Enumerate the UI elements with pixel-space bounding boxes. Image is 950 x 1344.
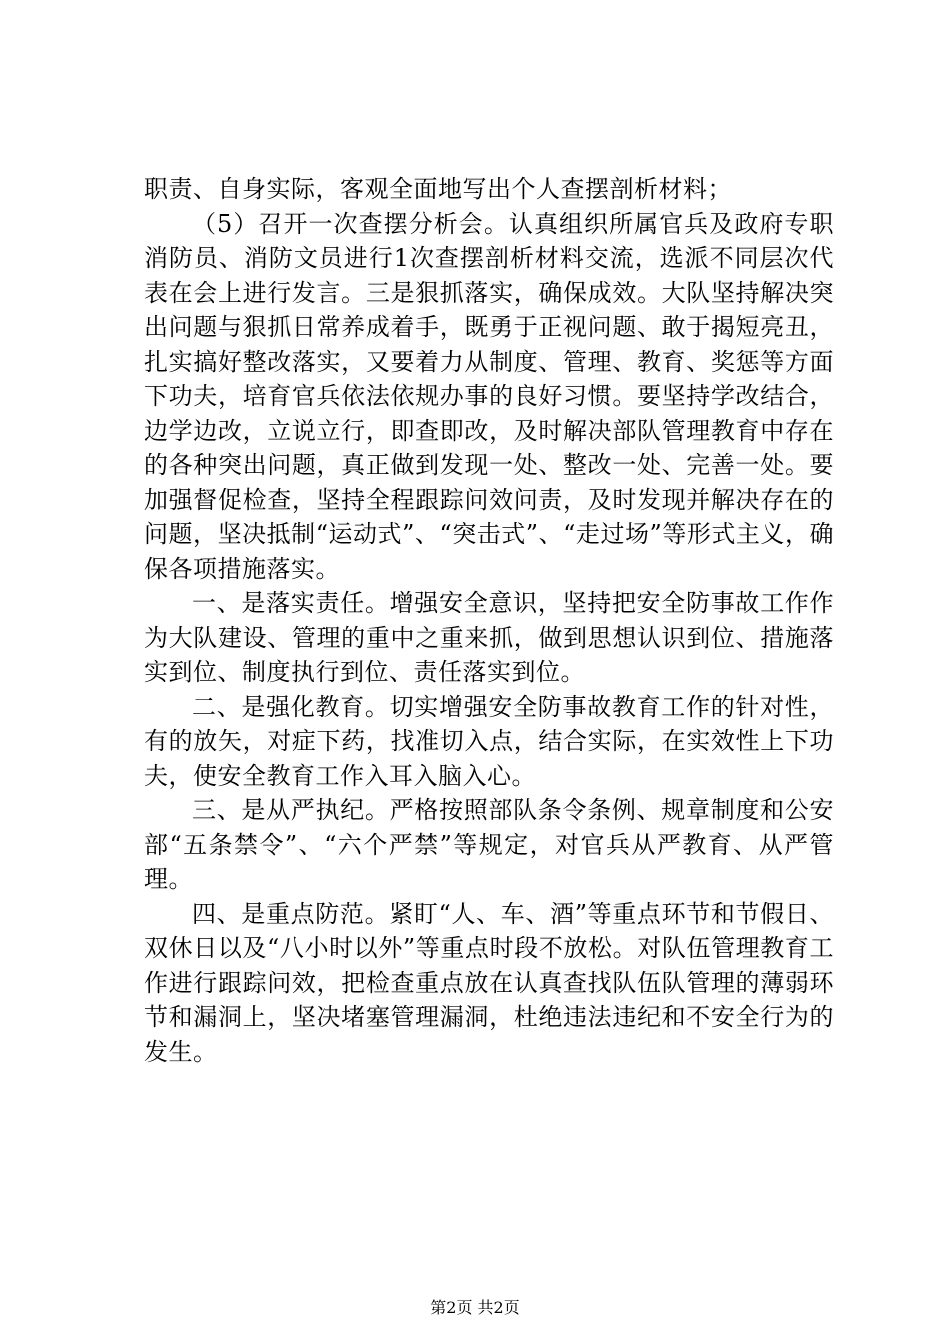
paragraph-meeting: （5）召开一次查摆分析会。认真组织所属官兵及政府专职消防员、消防文员进行1次查摆剖析材料交流，选派不同层次代表在会上进行发言。三是狠抓落实，确保成效。大队坚持解决突出问题与狠抓日常养成着手，既勇于正视问题、敢于揭短亮丑，扎实搞好整改落实，又要着力从制度、管理、教育、奖惩等方面下功夫，培育官兵依法依规办事的良好习惯。要坚持学改结合，边学边改，立说立行，即查即改，及时解决部队管理教育中存在的各种突出问题，真正做到发现一处、整改一处、完善一处。要加强督促检查，坚持全程跟踪问效问责，及时发现并解决存在的问题，坚决抵制“运动式”、“突击式”、“走过场”等形式主义，确保各项措施落实。 bbox=[144, 209, 834, 583]
paragraph-continuation: 职责、自身实际，客观全面地写出个人查摆剖析材料； bbox=[144, 175, 732, 203]
document-body bbox=[144, 172, 834, 1069]
paragraph-prevention: 四、是重点防范。紧盯“人、车、酒”等重点环节和节假日、双休日以及“八小时以外”等重点时段不放松。对队伍管理教育工作进行跟踪问效，把检查重点放在认真查找队伍队管理的薄弱环节和漏洞上，坚决堵塞管理漏洞，杜绝违法违纪和不安全行为的发生。 bbox=[144, 899, 834, 1066]
page-number-footer: 第2页 共2页 bbox=[430, 1298, 520, 1317]
paragraph-responsibility: 一、是落实责任。增强安全意识，坚持把安全防事故工作作为大队建设、管理的重中之重来抓，做到思想认识到位、措施落实到位、制度执行到位、责任落实到位。 bbox=[144, 589, 834, 686]
paragraph-discipline: 三、是从严执纪。严格按照部队条令条例、规章制度和公安部“五条禁令”、“六个严禁”等规定，对官兵从严教育、从严管理。 bbox=[144, 796, 834, 893]
paragraph-education: 二、是强化教育。切实增强安全防事故教育工作的针对性，有的放矢，对症下药，找准切入点，结合实际，在实效性上下功夫，使安全教育工作入耳入脑入心。 bbox=[144, 692, 834, 790]
